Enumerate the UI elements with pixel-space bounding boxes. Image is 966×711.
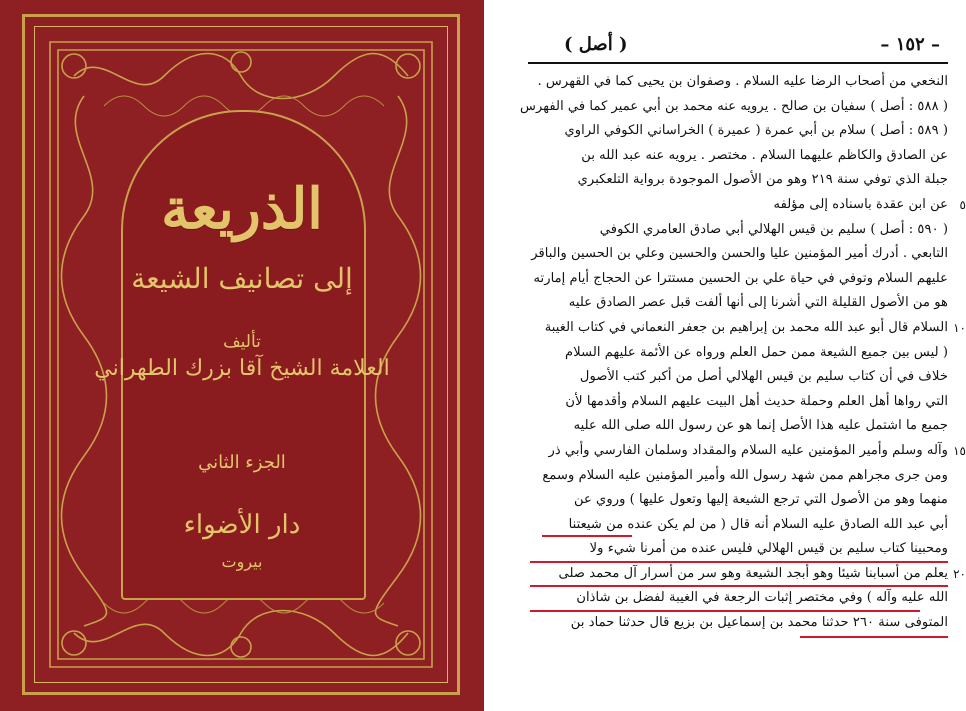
text-line: المتوفى سنة ٢٦٠ حدثنا محمد بن إسماعيل بن بزيع قال حدثنا حماد بن bbox=[570, 615, 948, 631]
text-line: ( ٥٨٨ : أصل ) سفيان بن صالح . يرويه عنه محمد بن أبي عمير كما في الفهرس bbox=[519, 98, 948, 114]
cover-volume: الجزء الثاني bbox=[198, 452, 286, 473]
header-rule bbox=[528, 62, 948, 64]
cover-author: العلامة الشيخ آقا بزرك الطهراني bbox=[94, 356, 390, 381]
cover-publisher: دار الأضواء bbox=[183, 510, 301, 540]
highlight-underline bbox=[530, 610, 920, 612]
page-body bbox=[519, 70, 966, 636]
text-line: التابعي . أدرك أمير المؤمنين عليا والحسن والحسين وعلي بن الحسين والباقر bbox=[531, 246, 948, 262]
text-line: هو من الأصول القليلة التي أشرنا إلى أنها ألفت قبل عصر الصادق عليه ١٠ bbox=[530, 291, 948, 316]
line-number: ٢٠ bbox=[953, 566, 966, 581]
text-page bbox=[500, 0, 966, 711]
text-line: ( ٥٩٠ : أصل ) سليم بن قيس الهلالي أبي صادق العامري الكوفي bbox=[599, 221, 948, 237]
text-line: الله عليه وآله ) وفي مختصر إثبات الرجعة في الغيبة لفضل بن شاذان bbox=[576, 590, 948, 606]
line-number: ١٠ bbox=[953, 320, 966, 335]
line-number: ١٥ bbox=[953, 443, 966, 458]
highlight-underline bbox=[530, 561, 948, 563]
text-line: وآله وسلم وأمير المؤمنين عليه السلام والمقداد وسلمان الفارسي وأبي ذر bbox=[548, 442, 948, 458]
highlight-underline bbox=[800, 636, 948, 638]
line-number: ٥ bbox=[959, 197, 966, 212]
highlight-underline bbox=[530, 585, 948, 587]
text-line: ومحبينا كتاب سليم بن قيس الهلالي فليس عنده من أمرنا شيء ولا ٢٠ bbox=[530, 537, 948, 562]
text-line: أبي عبد الله الصادق عليه السلام أنه قال ( من لم يكن عنده من شيعتنا bbox=[568, 516, 948, 532]
text-line: ( ليس بين جميع الشيعة ممن حمل العلم ورواه عن الأئمة عليهم السلام bbox=[565, 344, 948, 360]
text-line: عن الصادق والكاظم عليهما السلام . مختصر . يرويه عنه عبد الله بن bbox=[581, 147, 948, 163]
cover-city: بيروت bbox=[221, 552, 263, 571]
text-line: ومن جرى مجراهم ممن شهد رسول الله وأمير المؤمنين عليه السلام وسمع bbox=[542, 467, 948, 483]
text-line: السلام قال أبو عبد الله محمد بن إبراهيم بن جعفر النعماني في كتاب الغيبة bbox=[544, 319, 948, 335]
text-line: النخعي من أصحاب الرضا عليه السلام . وصفوان بن يحيى كما في القهرس . bbox=[537, 74, 948, 89]
cover-title: الذريعة bbox=[161, 176, 323, 242]
text-line: جميع ما اشتمل عليه هذا الأصل إنما هو عن رسول الله صلى الله عليه ١٥ bbox=[530, 414, 948, 439]
text-line: منهما وهو من الأصول التي ترجع الشيعة إليها وتعول عليها ) وروي عن bbox=[573, 492, 948, 508]
text-line: يعلم من أسبابنا شيئا وهو أبجد الشيعة وهو سر من أسرار آل محمد صلى bbox=[558, 565, 948, 581]
highlight-underline bbox=[542, 535, 632, 537]
page-header bbox=[530, 28, 948, 62]
page-number: – ١٥٢ – bbox=[880, 34, 940, 55]
cover-by-label: تأليف bbox=[223, 332, 261, 352]
running-title: ( أصل ) bbox=[564, 34, 628, 55]
text-line: عن ابن عقدة باسناده إلى مؤلفه bbox=[773, 196, 948, 212]
text-line: جبلة الذي توفي سنة ٢١٩ وهو من الأصول الموجودة برواية التلعكبري ٥ bbox=[530, 168, 948, 193]
text-line: ( ٥٨٩ : أصل ) سلام بن أبي عمرة ( عميرة ) الخراساني الكوفي الراوي bbox=[564, 123, 948, 139]
text-line: خلاف في أن كتاب سليم بن قيس الهلالي أصل من أكبر كتب الأصول bbox=[579, 369, 948, 385]
text-line: عليهم السلام وتوفي في حياة علي بن الحسين مستترا عن الحجاج أيام إمارته bbox=[533, 270, 948, 286]
cover-subtitle: إلى تصانيف الشيعة bbox=[131, 262, 353, 295]
text-line: التي رواها أهل العلم وحملة حديث أهل البيت عليهم السلام وأقدمها لأن bbox=[565, 393, 948, 409]
